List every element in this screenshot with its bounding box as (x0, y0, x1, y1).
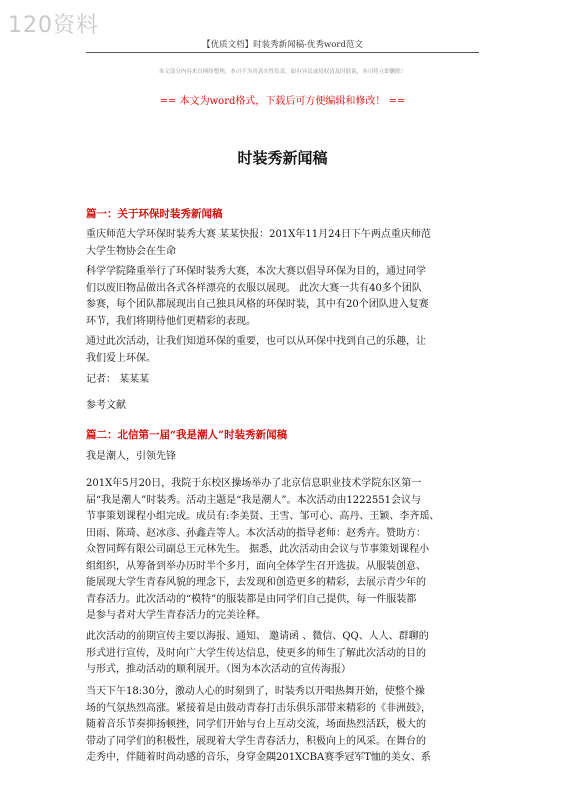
paragraph (86, 449, 481, 466)
text-line: 节事策划课程小组完成。成员有:李美贤、王雪、邹可心、高丹、王颖、李齐瑶、 (86, 511, 440, 522)
text-line: 带动了同学们的积极性，展现着大学生青春活力，积极向上的风采。在舞台的 (86, 735, 426, 747)
reporter-line (86, 372, 481, 389)
text-line: 众智同辉有限公司副总王元林先生。 据悉，此次活动由会议与节事策划课程小 (86, 544, 430, 555)
paragraph (86, 629, 481, 679)
paragraph (86, 476, 481, 625)
paragraph (86, 227, 481, 260)
text-line: 重庆师范大学环保时装秀大赛 某某快报：201X年11月24日下午两点重庆师范 (86, 229, 431, 240)
text-line: 走秀中，伴随着时尚动感的音乐，身穿金隅201XCBA赛季冠军T恤的美女、系 (86, 752, 431, 763)
section-heading-2: 篇二：北信第一届“我是潮人”时装秀新闻稿 (86, 429, 288, 441)
watermark-logo: 120资料 (8, 13, 99, 38)
text-line: 能展现大学生青春风貌的理念下，去发现和创造更多的精彩，去展示青少年的 (86, 577, 426, 588)
text-line: 随着音乐节奏抑扬顿挫，同学们开始与台上互动交流，场面热烈活跃，极大的 (86, 719, 426, 730)
text-line: 环节，我们将期待他们更精彩的表现。 (86, 315, 256, 327)
paragraph (86, 334, 481, 367)
references-line (86, 398, 481, 415)
text-line: 通过此次活动，让我们知道环保的重要，也可以从环保中找到自己的乐趣，让 (86, 336, 426, 347)
text-line: 形式进行宣传，及时向广大学生传达信息，使更多的师生了解此次活动的目的 (86, 647, 426, 659)
text-line: 们以废旧物品做出各式各样漂亮的衣服以展现。 此次大赛一共有40多个团队 (86, 282, 422, 294)
disclaimer-notice: 本文部分内容来自网络整理，本司不为其真实性负责，如有异议或侵权请及时联系，本司将立即删除！ (158, 69, 407, 75)
text-line: 大学生物协会在生命 (86, 245, 176, 257)
text-line: 是参与者对大学生青春活力的完美诠释。 (86, 610, 266, 621)
document-title: 时装秀新闻稿 (237, 149, 328, 167)
text-line: 场的气氛热烈高涨。紧接着是由鼓动青春打击乐俱乐部带来精彩的《非洲鼓》， (86, 702, 431, 714)
text-line: 届“我是潮人”时装秀。活动主题是“我是潮人”。本次活动由1222551会议与 (86, 494, 421, 506)
text-line: 参考文献 (86, 400, 126, 411)
text-line: 科学学院隆重举行了环保时装秀大赛，本次大赛以倡导环保为目的，通过同学 (86, 266, 426, 277)
text-line: 记者： 某某某 (86, 374, 150, 385)
text-line: 当天下午18:30分，激动人心的时刻到了，时装秀以开唱热舞开始，使整个操 (86, 686, 425, 697)
text-line: 参赛，每个团队都展现出自己独具风格的环保时装，其中有20个团队进入复赛 (86, 299, 429, 310)
format-notice: == 本文为word格式，下载后可方便编辑和修改！ == (159, 96, 406, 107)
header-rule (86, 52, 479, 53)
paragraph (86, 264, 481, 330)
text-line: 田雨、陈琦、赵冰彦、孙鑫垚等人。本次活动的指导老师：赵秀卉。赞助方： (86, 527, 426, 539)
page-header: 【优质文档】时装秀新闻稿-优秀word范文 (202, 40, 363, 50)
text-line: 与形式，推动活动的顺利展开。（图为本次活动的宣传海报） (86, 664, 351, 675)
text-line: 此次活动的前期宣传主要以海报、通知、 邀请函 、微信、QQ、人人、群聊的 (86, 631, 429, 642)
text-line: 组组织，从筹备到举办历时半个多月，面向全体学生召开选拔。从服装创意、 (86, 560, 426, 572)
text-line: 201X年5月20日，我院于东校区操场举办了北京信息职业技术学院东区第一 (86, 478, 422, 489)
text-line: 我们爱上环保。 (86, 352, 156, 364)
section-heading-1: 篇一：关于环保时装秀新闻稿 (86, 208, 223, 220)
paragraph (86, 684, 481, 767)
text-line: 我是潮人，引领先锋 (86, 451, 176, 462)
text-line: 青春活力。此次活动的“模特”的服装都是由同学们自己提供，每一件服装都 (86, 593, 417, 605)
